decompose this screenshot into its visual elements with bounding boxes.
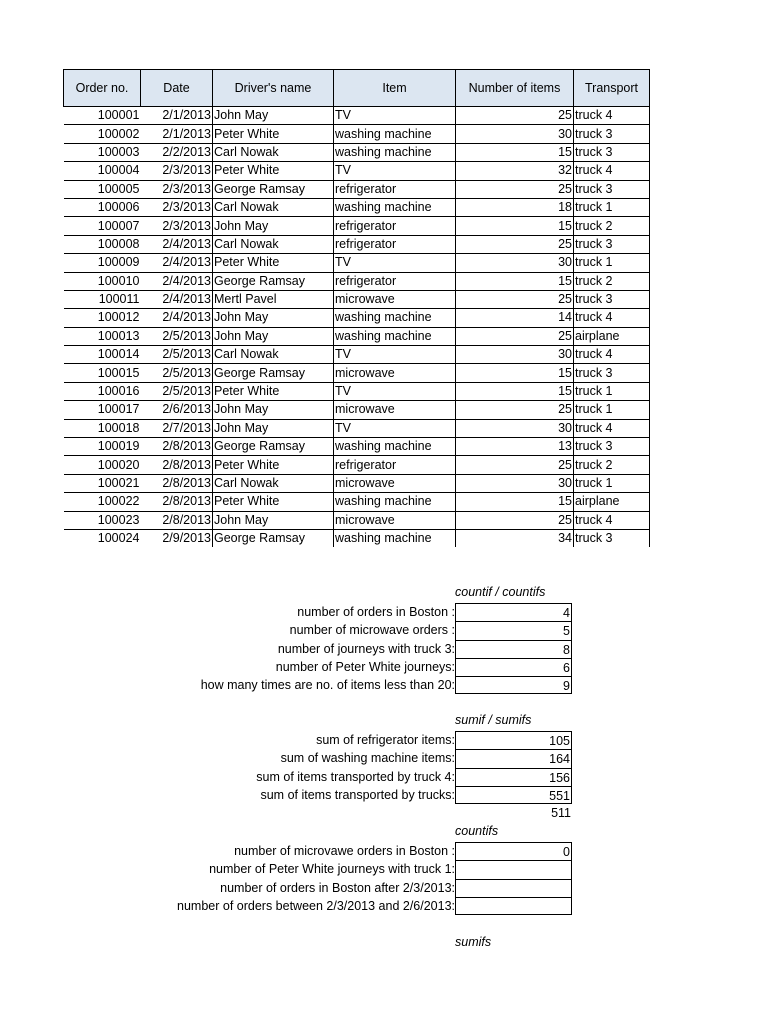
cell-transport[interactable]: airplane — [574, 327, 650, 345]
countif-row — [0, 640, 572, 658]
header-row — [64, 70, 650, 107]
cell-item[interactable]: washing machine — [334, 438, 456, 456]
cell-number-of-items[interactable]: 34 — [456, 529, 574, 547]
cell-number-of-items[interactable]: 25 — [456, 290, 574, 308]
cell-item[interactable]: microwave — [334, 364, 456, 382]
countif-label: number of Peter White journeys: — [275, 659, 455, 674]
cell-date[interactable]: 2/8/2013 — [141, 474, 213, 492]
cell-transport[interactable]: truck 3 — [574, 364, 650, 382]
cell-date[interactable]: 2/1/2013 — [141, 125, 213, 143]
cell-item[interactable]: washing machine — [334, 198, 456, 216]
sumif-value-cell[interactable]: 164 — [455, 749, 572, 767]
cell-date[interactable]: 2/4/2013 — [141, 254, 213, 272]
cell-item[interactable]: TV — [334, 162, 456, 180]
table-row — [64, 401, 650, 419]
countif-row — [0, 603, 572, 621]
sumif-row — [0, 731, 572, 749]
cell-number-of-items[interactable]: 15 — [456, 493, 574, 511]
cell-order-no[interactable]: 100001 — [64, 107, 141, 125]
cell-driver[interactable]: George Ramsay — [213, 529, 334, 547]
cell-item[interactable]: microwave — [334, 474, 456, 492]
cell-transport[interactable]: truck 2 — [574, 456, 650, 474]
cell-transport[interactable]: truck 4 — [574, 511, 650, 529]
countif-value-cell[interactable]: 9 — [455, 676, 572, 694]
cell-number-of-items[interactable]: 25 — [456, 107, 574, 125]
countif-value-cell[interactable]: 5 — [455, 621, 572, 639]
cell-transport[interactable]: truck 3 — [574, 125, 650, 143]
countif-title: countif / countifs — [455, 585, 546, 599]
sumif-value-cell[interactable]: 105 — [455, 731, 572, 749]
header-order-no[interactable]: Order no. — [64, 70, 141, 107]
cell-number-of-items[interactable]: 25 — [456, 456, 574, 474]
table-row — [64, 254, 650, 272]
countifs-value-cell[interactable] — [455, 897, 572, 915]
cell-date[interactable]: 2/8/2013 — [141, 438, 213, 456]
countif-row — [0, 658, 572, 676]
cell-order-no[interactable]: 100012 — [64, 309, 141, 327]
orders-table — [63, 69, 650, 547]
table-row — [64, 529, 650, 547]
cell-order-no[interactable]: 100018 — [64, 419, 141, 437]
sumif-title: sumif / sumifs — [455, 713, 532, 727]
countifs-row — [0, 897, 572, 915]
countifs-label: number of orders between 2/3/2013 and 2/6/2013: — [177, 898, 455, 913]
cell-number-of-items[interactable]: 30 — [456, 419, 574, 437]
cell-date[interactable]: 2/7/2013 — [141, 419, 213, 437]
cell-order-no[interactable]: 100021 — [64, 474, 141, 492]
cell-number-of-items[interactable]: 15 — [456, 272, 574, 290]
countifs-value-cell[interactable] — [455, 879, 572, 897]
header-date[interactable]: Date — [141, 70, 213, 107]
cell-transport[interactable]: truck 1 — [574, 401, 650, 419]
cell-date[interactable]: 2/5/2013 — [141, 382, 213, 400]
cell-driver[interactable]: Peter White — [213, 125, 334, 143]
cell-number-of-items[interactable]: 18 — [456, 198, 574, 216]
cell-transport[interactable]: truck 4 — [574, 419, 650, 437]
sumif-row — [0, 786, 572, 804]
table-row — [64, 346, 650, 364]
cell-order-no[interactable]: 100006 — [64, 198, 141, 216]
cell-number-of-items[interactable]: 13 — [456, 438, 574, 456]
cell-driver[interactable]: John May — [213, 511, 334, 529]
cell-transport[interactable]: truck 3 — [574, 438, 650, 456]
cell-driver[interactable]: Carl Nowak — [213, 198, 334, 216]
cell-transport[interactable]: truck 3 — [574, 180, 650, 198]
cell-order-no[interactable]: 100023 — [64, 511, 141, 529]
cell-driver[interactable]: John May — [213, 419, 334, 437]
cell-transport[interactable]: truck 1 — [574, 474, 650, 492]
table-row — [64, 143, 650, 161]
countifs-value-cell[interactable]: 0 — [455, 842, 572, 860]
cell-item[interactable]: microwave — [334, 511, 456, 529]
cell-number-of-items[interactable]: 25 — [456, 327, 574, 345]
cell-date[interactable]: 2/2/2013 — [141, 143, 213, 161]
cell-driver[interactable]: John May — [213, 309, 334, 327]
cell-order-no[interactable]: 100009 — [64, 254, 141, 272]
cell-order-no[interactable]: 100007 — [64, 217, 141, 235]
countif-label: number of orders in Boston : — [297, 605, 455, 619]
cell-item[interactable]: microwave — [334, 401, 456, 419]
header-number-of-items[interactable]: Number of items — [456, 70, 574, 107]
cell-order-no[interactable]: 100020 — [64, 456, 141, 474]
cell-transport[interactable]: truck 3 — [574, 235, 650, 253]
cell-driver[interactable]: Peter White — [213, 254, 334, 272]
countifs-value-cell[interactable] — [455, 860, 572, 878]
cell-date[interactable]: 2/3/2013 — [141, 180, 213, 198]
cell-transport[interactable]: truck 2 — [574, 217, 650, 235]
countif-label: number of microwave orders : — [289, 623, 455, 638]
cell-item[interactable]: microwave — [334, 290, 456, 308]
countif-value-cell[interactable]: 8 — [455, 640, 572, 658]
cell-item[interactable]: washing machine — [334, 493, 456, 511]
cell-item[interactable]: washing machine — [334, 143, 456, 161]
cell-number-of-items[interactable]: 25 — [456, 235, 574, 253]
cell-date[interactable]: 2/3/2013 — [141, 162, 213, 180]
cell-date[interactable]: 2/4/2013 — [141, 290, 213, 308]
countifs-label: number of microvawe orders in Boston : — [234, 844, 455, 858]
countifs-row — [0, 860, 572, 878]
table-row — [64, 309, 650, 327]
cell-number-of-items[interactable]: 30 — [456, 125, 574, 143]
cell-date[interactable]: 2/4/2013 — [141, 272, 213, 290]
cell-order-no[interactable]: 100014 — [64, 346, 141, 364]
countif-label: number of journeys with truck 3: — [277, 641, 455, 656]
cell-order-no[interactable]: 100017 — [64, 401, 141, 419]
cell-item[interactable]: refrigerator — [334, 272, 456, 290]
cell-driver[interactable]: Carl Nowak — [213, 235, 334, 253]
table-row — [64, 162, 650, 180]
cell-item[interactable]: refrigerator — [334, 456, 456, 474]
cell-driver[interactable]: George Ramsay — [213, 438, 334, 456]
cell-transport[interactable]: truck 1 — [574, 198, 650, 216]
table-row — [64, 474, 650, 492]
sumif-label: sum of refrigerator items: — [316, 733, 455, 747]
cell-order-no[interactable]: 100015 — [64, 364, 141, 382]
cell-item[interactable]: TV — [334, 254, 456, 272]
table-row — [64, 290, 650, 308]
header-item[interactable]: Item — [334, 70, 456, 107]
cell-transport[interactable]: truck 1 — [574, 382, 650, 400]
cell-item[interactable]: washing machine — [334, 327, 456, 345]
cell-date[interactable]: 2/4/2013 — [141, 309, 213, 327]
header-transport[interactable]: Transport — [574, 70, 650, 107]
cell-driver[interactable]: John May — [213, 401, 334, 419]
table-row — [64, 235, 650, 253]
cell-transport[interactable]: truck 3 — [574, 143, 650, 161]
cell-number-of-items[interactable]: 30 — [456, 254, 574, 272]
cell-driver[interactable]: George Ramsay — [213, 272, 334, 290]
cell-order-no[interactable]: 100024 — [97, 531, 140, 546]
sumif-row — [0, 749, 572, 767]
cell-transport[interactable]: truck 2 — [574, 272, 650, 290]
cell-transport[interactable]: truck 3 — [574, 290, 650, 308]
cell-driver[interactable]: Carl Nowak — [213, 143, 334, 161]
table-row — [64, 180, 650, 198]
countif-section — [0, 603, 572, 694]
cell-transport[interactable]: airplane — [574, 493, 650, 511]
cell-number-of-items[interactable]: 25 — [456, 401, 574, 419]
table-row — [64, 419, 650, 437]
countifs-label: number of orders in Boston after 2/3/2013: — [220, 880, 455, 895]
cell-date[interactable]: 2/1/2013 — [141, 107, 213, 125]
sumif-section — [0, 731, 572, 804]
cell-date[interactable]: 2/9/2013 — [162, 531, 211, 546]
table-row — [64, 511, 650, 529]
cell-driver[interactable]: Carl Nowak — [213, 474, 334, 492]
cell-number-of-items[interactable]: 25 — [456, 180, 574, 198]
cell-number-of-items[interactable]: 30 — [456, 346, 574, 364]
cell-item[interactable]: TV — [334, 382, 456, 400]
cell-date[interactable]: 2/3/2013 — [141, 198, 213, 216]
cell-transport[interactable]: truck 4 — [574, 346, 650, 364]
table-row — [64, 493, 650, 511]
countif-label: how many times are no. of items less than 20: — [200, 678, 455, 693]
cell-date[interactable]: 2/4/2013 — [141, 235, 213, 253]
cell-driver[interactable]: John May — [213, 327, 334, 345]
cell-date[interactable]: 2/8/2013 — [141, 511, 213, 529]
countifs-row — [0, 879, 572, 897]
cell-order-no[interactable]: 100019 — [64, 438, 141, 456]
cell-date[interactable]: 2/3/2013 — [141, 217, 213, 235]
cell-number-of-items[interactable]: 15 — [456, 382, 574, 400]
countifs-title: countifs — [455, 824, 499, 838]
cell-number-of-items[interactable]: 15 — [456, 143, 574, 161]
cell-item[interactable]: TV — [334, 346, 456, 364]
cell-date[interactable]: 2/8/2013 — [141, 493, 213, 511]
cell-order-no[interactable]: 100002 — [64, 125, 141, 143]
cell-number-of-items[interactable]: 32 — [456, 162, 574, 180]
cell-order-no[interactable]: 100008 — [64, 235, 141, 253]
table-row — [64, 107, 650, 125]
sumifs-title: sumifs — [455, 935, 492, 949]
cell-item[interactable]: washing machine — [334, 309, 456, 327]
cell-driver[interactable]: John May — [213, 107, 334, 125]
cell-number-of-items[interactable]: 15 — [456, 217, 574, 235]
cell-driver[interactable]: Peter White — [213, 456, 334, 474]
table-row — [64, 198, 650, 216]
cell-date[interactable]: 2/5/2013 — [141, 364, 213, 382]
cell-date[interactable]: 2/8/2013 — [141, 456, 213, 474]
table-row — [64, 382, 650, 400]
cell-transport[interactable]: truck 3 — [574, 529, 650, 547]
sumif-row — [0, 768, 572, 786]
cell-order-no[interactable]: 100011 — [64, 290, 141, 308]
sumif-label: sum of items transported by truck 4: — [256, 769, 455, 784]
cell-driver[interactable]: George Ramsay — [213, 180, 334, 198]
countif-row — [0, 676, 572, 694]
countifs-row — [0, 842, 572, 860]
cell-number-of-items[interactable]: 25 — [456, 511, 574, 529]
sumif-label: sum of washing machine items: — [280, 751, 455, 766]
cell-order-no[interactable]: 100010 — [64, 272, 141, 290]
sumif-value-cell[interactable]: 156 — [455, 768, 572, 786]
cell-item[interactable]: washing machine — [334, 529, 456, 547]
cell-item[interactable]: refrigerator — [334, 217, 456, 235]
cell-item[interactable]: TV — [334, 419, 456, 437]
cell-number-of-items[interactable]: 14 — [456, 309, 574, 327]
cell-driver[interactable]: Peter White — [213, 382, 334, 400]
countif-value-cell[interactable]: 6 — [455, 658, 572, 676]
countifs-section — [0, 842, 572, 915]
cell-order-no[interactable]: 100005 — [64, 180, 141, 198]
table-row — [64, 217, 650, 235]
cell-driver[interactable]: Carl Nowak — [213, 346, 334, 364]
cell-transport[interactable]: truck 4 — [574, 162, 650, 180]
table-row — [64, 272, 650, 290]
cell-number-of-items[interactable]: 30 — [456, 474, 574, 492]
cell-order-no[interactable]: 100013 — [64, 327, 141, 345]
table-row — [64, 327, 650, 345]
cell-driver[interactable]: Peter White — [213, 162, 334, 180]
table-row — [64, 364, 650, 382]
countif-row — [0, 621, 572, 639]
cell-item[interactable]: TV — [334, 107, 456, 125]
countifs-label: number of Peter White journeys with truck 1: — [209, 862, 455, 877]
cell-number-of-items[interactable]: 15 — [456, 364, 574, 382]
sumif-value-cell[interactable]: 551 — [455, 786, 572, 804]
countif-value-cell[interactable]: 4 — [455, 603, 572, 621]
cell-item[interactable]: refrigerator — [334, 235, 456, 253]
sumif-label: sum of items transported by trucks: — [260, 787, 455, 802]
table-row — [64, 456, 650, 474]
cell-driver[interactable]: George Ramsay — [213, 364, 334, 382]
cell-transport[interactable]: truck 1 — [574, 254, 650, 272]
table-row — [64, 438, 650, 456]
cell-date[interactable]: 2/5/2013 — [141, 346, 213, 364]
cell-order-no[interactable]: 100004 — [64, 162, 141, 180]
sumif-extra-value[interactable]: 511 — [551, 806, 571, 820]
cell-item[interactable]: washing machine — [334, 125, 456, 143]
cell-driver[interactable]: Peter White — [213, 493, 334, 511]
cell-date[interactable]: 2/5/2013 — [141, 327, 213, 345]
cell-order-no[interactable]: 100022 — [64, 493, 141, 511]
cell-driver[interactable]: John May — [213, 217, 334, 235]
cell-transport[interactable]: truck 4 — [574, 309, 650, 327]
cell-driver[interactable]: Mertl Pavel — [213, 290, 334, 308]
cell-item[interactable]: refrigerator — [334, 180, 456, 198]
cell-order-no[interactable]: 100003 — [64, 143, 141, 161]
table-row — [64, 125, 650, 143]
cell-date[interactable]: 2/6/2013 — [141, 401, 213, 419]
cell-transport[interactable]: truck 4 — [574, 107, 650, 125]
header-driver[interactable]: Driver's name — [213, 70, 334, 107]
cell-order-no[interactable]: 100016 — [64, 382, 141, 400]
